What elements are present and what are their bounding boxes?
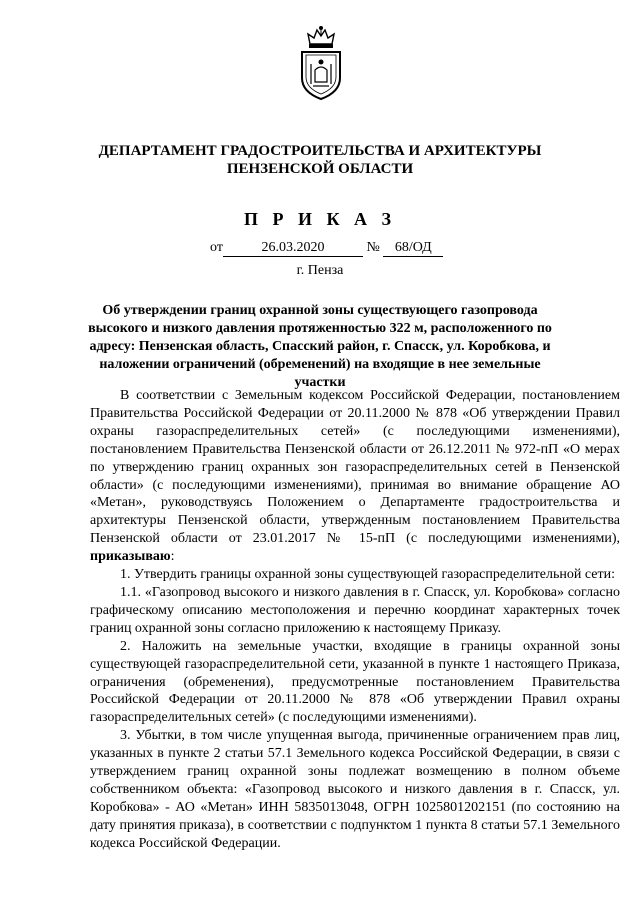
department-name-line2: ПЕНЗЕНСКОЙ ОБЛАСТИ	[226, 161, 414, 177]
paragraph-item-2: 2. Наложить на земельные участки, входящие в границы охранной зоны существующей газораспределительной сети, указанной в пункте 1 настоящего Приказа, ограничения (обременения), предусмотренные постановлением Правительства Российской Федерации от 20.11.2000 № 878 «Об утверждении Правил охраны газораспределительных сетей» (с последующими изменениями).	[90, 638, 620, 726]
order-title: Об утверждении границ охранной зоны существующего газопровода высокого и низкого давления протяженностью 322 м, расположенного по адресу: Пензенская область, Спасский район, г. Спасск, ул. Коробкова, и наложении ограничений (обременений) на входящие в нее земельные участки	[88, 303, 552, 390]
city: г. Пенза	[296, 263, 344, 278]
document-heading: П Р И К А З	[243, 209, 397, 229]
paragraph-item-1-1: 1.1. «Газопровод высокого и низкого давления в г. Спасск, ул. Коробкова» согласно графическому описанию местоположения и перечню координат характерных точек границ охранной зоны согласно приложению к настоящему Приказу.	[90, 584, 620, 636]
department-name-line1: ДЕПАРТАМЕНТ ГРАДОСТРОИТЕЛЬСТВА И АРХИТЕКТУРЫ	[98, 143, 542, 159]
date-prefix: от	[210, 240, 223, 255]
preamble-text: В соответствии с Земельным кодексом Российской Федерации, постановлением Правительства Российской Федерации от 20.11.2000 № 878 «Об утверждении Правил охраны газораспределительных сетей» (с последующими изменениями), постановлением Правительства Пензенской области от 26.12.2011 № 972-пП «О мерах по утверждению границ охранных зон газораспределительных сетей в Пензенской области» (с последующими изменениями), принимая во внимание обращение АО «Метан», руководствуясь Положением о Департаменте градостроительства и архитектуры Пензенской области, утвержденным постановлением Правительства Пензенской области от 23.01.2017 № 15-пП (с последующими изменениями),	[90, 388, 620, 547]
order-number: 68/ОД	[383, 240, 443, 257]
paragraph-item-1: 1. Утвердить границы охранной зоны существующей газораспределительной сети:	[120, 567, 615, 583]
preamble-end: :	[170, 549, 175, 565]
order-body	[90, 387, 620, 853]
paragraph-preamble	[90, 387, 620, 566]
order-verb: приказываю	[90, 549, 171, 565]
number-prefix: №	[366, 240, 380, 255]
order-date: 26.03.2020	[223, 240, 363, 257]
penza-region-coat-of-arms-icon	[296, 24, 346, 102]
paragraph-item-3: 3. Убытки, в том числе упущенная выгода, причиненные ограничением прав лиц, указанных в пункте 2 статьи 57.1 Земельного кодекса Российской Федерации, в связи с утверждением границ охранной зоны подлежат возмещению в полном объеме собственником объекта: «Газопровод высокого и низкого давления в г. Спасск, ул. Коробкова» - АО «Метан» ИНН 5835013048, ОГРН 1025801202151 (по состоянию на дату принятия приказа), в соответствии с подпунктом 1 пункта 8 статьи 57.1 Земельного кодекса Российской Федерации.	[90, 728, 620, 851]
date-number-line	[210, 240, 443, 257]
